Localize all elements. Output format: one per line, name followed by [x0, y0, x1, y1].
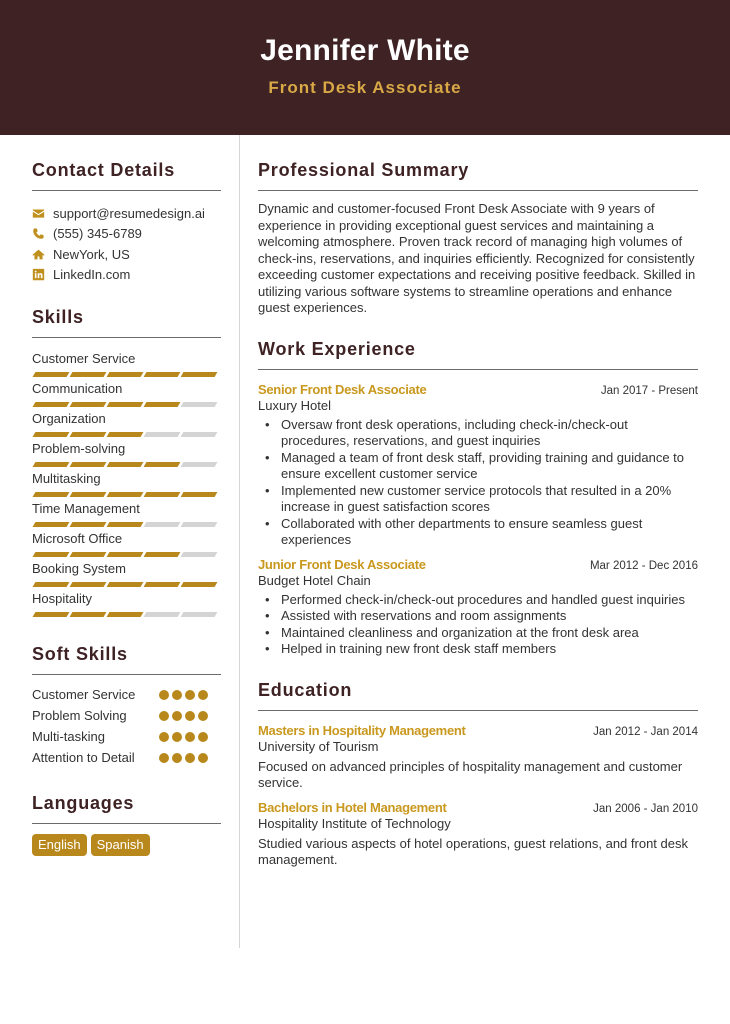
skill-item	[32, 410, 221, 440]
job-bullet: • Assisted with reservations and room assignments	[265, 608, 698, 625]
job-bullet: • Performed check-in/check-out procedures and handled guest inquiries	[265, 592, 698, 609]
summary-section	[258, 160, 698, 317]
skill-level-segment	[181, 582, 218, 587]
rating-dot	[185, 690, 195, 700]
skill-level-segment	[181, 552, 218, 557]
section-title-languages: Languages	[32, 793, 221, 824]
skill-level-bar	[32, 518, 221, 530]
school-name: University of Tourism	[258, 738, 379, 754]
skill-level-segment	[70, 462, 107, 467]
rating-dot	[172, 732, 182, 742]
rating-dot	[198, 753, 208, 763]
skill-level-segment	[144, 462, 181, 467]
skill-level-segment	[144, 492, 181, 497]
candidate-name: Jennifer White	[260, 34, 470, 67]
rating-dot	[185, 753, 195, 763]
skill-level-segment	[33, 492, 70, 497]
education-entry	[258, 800, 698, 869]
skill-level-segment	[144, 582, 181, 587]
skill-level-segment	[70, 552, 107, 557]
skill-level-segment	[181, 432, 218, 437]
skill-level-segment	[33, 462, 70, 467]
soft-skill-label: Customer Service	[32, 687, 136, 702]
skill-level-segment	[70, 612, 107, 617]
skill-label: Multitasking	[32, 471, 101, 486]
skill-item	[32, 380, 221, 410]
soft-skill-label: Attention to Detail	[32, 750, 135, 765]
candidate-role: Front Desk Associate	[268, 78, 462, 97]
job-company: Budget Hotel Chain	[258, 572, 371, 588]
skill-level-bar	[32, 578, 221, 590]
skill-level-segment	[70, 492, 107, 497]
contact-phone-text: (555) 345-6789	[53, 226, 142, 242]
rating-dot	[159, 711, 169, 721]
skill-label: Booking System	[32, 561, 126, 576]
job-bullet: • Helped in training new front desk staff members	[265, 641, 698, 658]
job-bullets	[265, 592, 698, 658]
job-bullets	[265, 417, 698, 549]
contact-linkedin[interactable]	[32, 265, 221, 286]
rating-dot	[172, 690, 182, 700]
skill-level-segment	[107, 552, 144, 557]
skill-level-segment	[144, 552, 181, 557]
skill-item	[32, 470, 221, 500]
soft-skill-item	[32, 729, 221, 750]
soft-skill-item	[32, 687, 221, 708]
contact-section	[32, 160, 221, 285]
contact-email-text: support@resumedesign.ai	[53, 205, 205, 221]
skill-level-segment	[107, 432, 144, 437]
job-title: Junior Front Desk Associate	[258, 556, 426, 572]
envelope-icon	[32, 207, 45, 220]
skill-label: Communication	[32, 381, 123, 396]
degree-description: Studied various aspects of hotel operations, guest relations, and front desk management.	[258, 835, 688, 867]
summary-text: Dynamic and customer-focused Front Desk Associate with 9 years of experience in providing exceptional guest services and maintaining a welcoming atmosphere. Proven track record of managing high volumes of check-ins, reservations, and inquiries efficiently. Recognized for consistently exceeding customer expectations and receiving positive feedback. Skilled in utilizing various software systems to streamline operations and enhance guest experiences.	[258, 201, 696, 315]
skill-level-segment	[33, 432, 70, 437]
skill-label: Microsoft Office	[32, 531, 123, 546]
skill-level-segment	[107, 462, 144, 467]
rating-dot	[159, 753, 169, 763]
education-section	[258, 680, 698, 869]
rating-dot	[159, 732, 169, 742]
skill-level-bar	[32, 488, 221, 500]
degree-title: Masters in Hospitality Management	[258, 722, 466, 738]
languages-section	[32, 793, 221, 856]
school-name: Hospitality Institute of Technology	[258, 815, 451, 831]
skill-level-segment	[33, 402, 70, 407]
left-column	[32, 160, 221, 856]
section-title-skills: Skills	[32, 307, 221, 338]
skill-level-segment	[33, 552, 70, 557]
skill-level-segment	[181, 372, 218, 377]
skill-item	[32, 500, 221, 530]
skill-label: Problem-solving	[32, 441, 126, 456]
skill-level-bar	[32, 548, 221, 560]
skill-item	[32, 440, 221, 470]
skill-label: Customer Service	[32, 351, 136, 366]
skill-level-segment	[181, 612, 218, 617]
linkedin-icon	[32, 268, 45, 281]
rating-dot	[198, 732, 208, 742]
contact-phone[interactable]	[32, 224, 221, 245]
home-icon	[32, 248, 45, 261]
contact-location-text: NewYork, US	[53, 246, 130, 262]
skill-label: Organization	[32, 411, 106, 426]
soft-skill-rating	[159, 687, 209, 700]
section-title-summary: Professional Summary	[258, 160, 698, 191]
skills-section	[32, 307, 221, 620]
degree-title: Bachelors in Hotel Management	[258, 799, 447, 815]
rating-dot	[159, 690, 169, 700]
skill-level-segment	[70, 402, 107, 407]
skill-level-segment	[144, 402, 181, 407]
languages-list	[32, 834, 221, 856]
skill-label: Hospitality	[32, 591, 92, 606]
skill-level-segment	[107, 372, 144, 377]
section-title-contact: Contact Details	[32, 160, 221, 191]
skill-level-segment	[33, 582, 70, 587]
column-divider	[239, 135, 240, 948]
skill-level-segment	[181, 462, 218, 467]
section-title-soft-skills: Soft Skills	[32, 644, 221, 675]
soft-skill-rating	[159, 750, 209, 763]
skill-item	[32, 590, 221, 620]
skill-item	[32, 350, 221, 380]
job-bullet: • Managed a team of front desk staff, providing training and guidance to ensure excellent customer service	[265, 450, 698, 483]
skill-level-segment	[107, 522, 144, 527]
language-badge: Spanish	[91, 834, 150, 856]
soft-skill-item	[32, 750, 221, 771]
right-column	[258, 160, 698, 869]
skill-level-segment	[144, 432, 181, 437]
soft-skill-rating	[159, 708, 209, 721]
soft-skill-label: Multi-tasking	[32, 729, 105, 744]
skill-level-segment	[144, 522, 181, 527]
skill-level-segment	[181, 492, 218, 497]
job-bullet: • Oversaw front desk operations, including check-in/check-out procedures, reservations, and guest inquiries	[265, 417, 698, 450]
skill-level-segment	[144, 372, 181, 377]
phone-icon	[32, 227, 45, 240]
section-title-education: Education	[258, 680, 698, 711]
skill-level-segment	[33, 372, 70, 377]
education-entry	[258, 723, 698, 792]
skill-label: Time Management	[32, 501, 140, 516]
soft-skill-item	[32, 708, 221, 729]
skill-level-segment	[33, 522, 70, 527]
job-title: Senior Front Desk Associate	[258, 381, 427, 397]
experience-entry	[258, 382, 698, 549]
rating-dot	[185, 732, 195, 742]
skill-level-bar	[32, 398, 221, 410]
soft-skills-section	[32, 644, 221, 771]
job-bullet: • Maintained cleanliness and organization at the front desk area	[265, 625, 698, 642]
soft-skill-label: Problem Solving	[32, 708, 127, 723]
experience-entry	[258, 557, 698, 658]
contact-location	[32, 244, 221, 265]
skill-level-bar	[32, 428, 221, 440]
skill-level-segment	[70, 522, 107, 527]
job-date: Mar 2012 - Dec 2016	[589, 559, 698, 572]
skill-level-segment	[107, 402, 144, 407]
skill-level-segment	[144, 612, 181, 617]
skill-level-bar	[32, 368, 221, 380]
job-bullet: • Implemented new customer service protocols that resulted in a 20% increase in guest satisfaction scores	[265, 483, 698, 516]
skill-level-segment	[70, 372, 107, 377]
skill-level-segment	[33, 612, 70, 617]
contact-email[interactable]	[32, 203, 221, 224]
job-company: Luxury Hotel	[258, 397, 331, 413]
skill-item	[32, 560, 221, 590]
job-date: Jan 2017 - Present	[600, 384, 698, 397]
skill-level-bar	[32, 458, 221, 470]
degree-date: Jan 2006 - Jan 2010	[593, 802, 698, 815]
rating-dot	[185, 711, 195, 721]
skill-level-segment	[70, 582, 107, 587]
rating-dot	[172, 753, 182, 763]
rating-dot	[198, 690, 208, 700]
degree-description: Focused on advanced principles of hospitality management and customer service.	[258, 758, 683, 790]
skill-level-segment	[70, 432, 107, 437]
skill-item	[32, 530, 221, 560]
skill-level-segment	[107, 612, 144, 617]
contact-linkedin-text: LinkedIn.com	[53, 267, 131, 283]
soft-skill-rating	[159, 729, 209, 742]
rating-dot	[198, 711, 208, 721]
skill-level-segment	[107, 582, 144, 587]
skill-level-segment	[181, 522, 218, 527]
skill-level-segment	[181, 402, 218, 407]
skill-level-segment	[107, 492, 144, 497]
degree-date: Jan 2012 - Jan 2014	[593, 725, 698, 738]
experience-section	[258, 339, 698, 658]
skill-level-bar	[32, 608, 221, 620]
job-bullet: • Collaborated with other departments to ensure seamless guest experiences	[265, 516, 698, 549]
language-badge: English	[32, 834, 87, 856]
resume-header	[0, 0, 730, 135]
section-title-experience: Work Experience	[258, 339, 698, 370]
rating-dot	[172, 711, 182, 721]
